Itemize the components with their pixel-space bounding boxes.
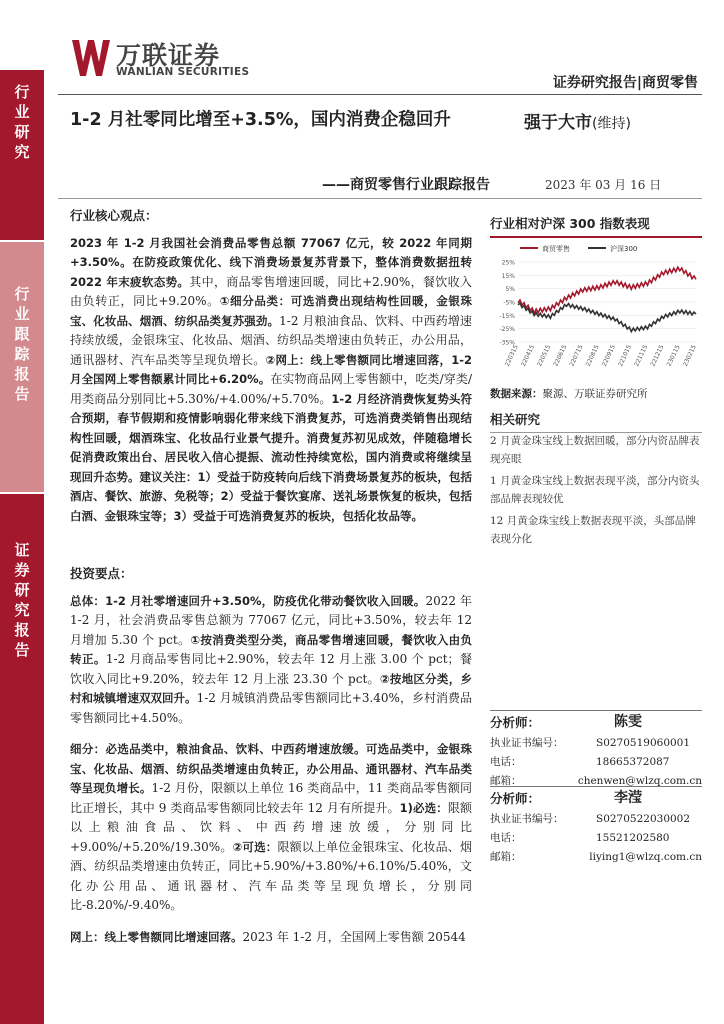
invest-text-6: 限额以上单位金银珠宝、化妆品、烟酒、纺织品类增速由负转正，同比+5.90%/+3.80%/+6.10%/5.40%，文化办公用品、通讯器材、汽车品类等呈现负增长，分别同比-8.20%/-9.40%。	[70, 839, 472, 912]
mail-label: 邮箱：	[490, 775, 522, 787]
report-subtitle: ——商贸零售行业跟踪报告	[322, 177, 490, 193]
x-tick-label: 220515	[536, 343, 553, 368]
investment-paragraph-3	[70, 928, 472, 948]
legend-label: 沪深300	[610, 245, 638, 253]
y-tick-label: -25%	[499, 326, 515, 334]
x-tick-label: 221115	[633, 343, 650, 368]
source-label: 数据来源：	[490, 388, 543, 400]
invest-text-7: 2023 年 1-2 月，全国网上零售额 20544	[242, 929, 466, 944]
core-text-2: 1-2 月粮油食品、饮料、中西药增速持续放缓，金银珠宝、化妆品、烟酒、纺织品类增速由负转正，办公用品，通讯器材、汽车品类等呈现负增长。	[70, 313, 473, 367]
investment-points-heading: 投资要点：	[70, 566, 133, 581]
core-bold-2: ①细分品类：可选消费出现结构性回暖，金银珠宝、化妆品、烟酒、纺织品类复苏强劲。	[70, 294, 472, 328]
analyst-card-1	[490, 710, 702, 791]
cert-number: S0270519060001	[596, 737, 691, 749]
chart-title: 行业相对沪深 300 指数表现	[490, 214, 702, 238]
chart-svg	[490, 238, 702, 380]
core-bold-3: ②网上：线上零售额同比增速回落，1-2 月全国网上零售额累计同比+6.20%。	[70, 352, 472, 386]
x-tick-label: 220615	[552, 343, 569, 368]
x-tick-label: 221015	[617, 343, 634, 368]
invest-bold-6: ②可选：	[232, 839, 278, 854]
sidebar-tag-tracking-report: 行业跟踪报告	[0, 242, 44, 492]
tel-label: 电话：	[490, 832, 522, 844]
analyst-card-2	[490, 786, 702, 867]
y-tick-label: 5%	[505, 286, 515, 294]
mail-address[interactable]: chenwen@wlzq.com.cn	[577, 775, 702, 787]
source-text: 聚源、万联证券研究所	[542, 388, 648, 400]
core-bold-1: 2023 年 1-2 月我国社会消费品零售总额 77067 亿元，较 2022 年同期+3.50%。在防疫政策优化、线下消费场景复苏背景下，整体消费数据扭转 2022 年末疲软态势。	[70, 235, 472, 289]
rating-note: (维持)	[592, 116, 631, 132]
mail-label: 邮箱：	[490, 851, 522, 863]
related-item[interactable]: 12 月黄金珠宝线上数据表现平淡，头部品牌表现分化	[490, 515, 696, 545]
x-tick-label: 221215	[649, 343, 666, 368]
invest-text-3: 1-2 月城镇消费品零售额同比+3.40%，乡村消费品零售额同比+4.50%。	[70, 691, 473, 725]
tel-label: 电话：	[490, 756, 522, 768]
invest-text-5: 限额以上粮油食品、饮料、中西药增速放缓，分别同比+9.00%/+5.20%/19.30%。	[70, 800, 472, 854]
logo-text-en: WANLIAN SECURITIES	[116, 66, 250, 78]
invest-bold-2: ①按消费类型分类，商品零售增速回暖，餐饮收入由负转正。	[70, 632, 473, 666]
header-divider	[58, 94, 702, 95]
core-view-heading: 行业核心观点：	[70, 208, 158, 223]
invest-bold-7: 网上：线上零售额同比增速回落。	[70, 929, 243, 944]
x-tick-label: 220715	[568, 343, 585, 368]
relative-performance-chart	[490, 238, 702, 380]
invest-text-4: 1-2 月份，限额以上单位 16 类商品中，11 类商品零售额同比正增长，其中 9 类商品零售额同比较去年 12 月有所提升。	[70, 781, 473, 815]
sidebar-tag-industry-research: 行业研究	[0, 70, 44, 240]
core-view-paragraph	[70, 234, 472, 527]
core-text-3: 在实物商品网上零售额中，吃类/穿类/用类商品分别同比+5.30%/+4.00%/+5.70%。	[70, 372, 473, 406]
x-tick-label: 220915	[600, 343, 617, 368]
invest-bold-3: ②按地区分类，乡村和城镇增速双双回升。	[70, 671, 472, 705]
related-item[interactable]: 1 月黄金珠宝线上数据表现平淡，部分内资头部品牌表现较优	[490, 475, 700, 505]
related-item[interactable]: 2 月黄金珠宝线上数据回暖，部分内资品牌表现亮眼	[490, 435, 700, 465]
sidebar-tag-securities-report: 证券研究报告	[0, 494, 44, 1024]
analyst-name: 李滢	[614, 790, 642, 806]
header-divider-2	[58, 198, 702, 199]
industry-rating	[524, 108, 631, 133]
tel-number: 15521202580	[596, 832, 670, 844]
cert-label: 执业证书编号：	[490, 737, 564, 749]
tel-number: 18665372087	[596, 756, 670, 768]
invest-text-1: 2022 年 1-2 月，社会消费品零售总额为 77067 亿元，同比+3.50%，较去年 12 月增加 5.30 个 pct。	[70, 593, 473, 647]
related-research-list	[490, 432, 702, 552]
x-tick-label: 230215	[681, 343, 698, 368]
series-line-1	[518, 267, 696, 313]
legend-label: 商贸零售	[542, 245, 570, 253]
rating-value: 强于大市	[524, 113, 592, 133]
analyst-label: 分析师：	[490, 715, 541, 730]
investment-paragraph-2	[70, 740, 472, 916]
x-tick-label: 230115	[665, 343, 682, 368]
cert-label: 执业证书编号：	[490, 813, 564, 825]
data-source	[490, 386, 702, 401]
invest-bold-5: 1)必选：	[399, 800, 448, 815]
x-tick-label: 220815	[584, 343, 601, 368]
y-tick-label: 15%	[501, 272, 515, 280]
mail-address[interactable]: liying1@wlzq.com.cn	[589, 851, 702, 863]
report-type: 证券研究报告|商贸零售	[552, 75, 698, 91]
core-bold-4: 1-2 月经济消费恢复势头符合预期，春节假期和疫情影响弱化带来线下消费复苏，可选消费类销售出现结构性回暖，烟酒珠宝、化妆品行业景气提升。消费复苏初见成效，伴随稳增长促消费政策出台、居民收入信心提振、流动性持续宽松，国内消费或将继续呈现回升态势。建议关注：1）受益于防疫转向后线下消费场景复苏的板块，包括酒店、餐饮、旅游、免税等；2）受益于餐饮宴席、送礼场景恢复的板块，包括白酒、金银珠宝等；3）受益于可选消费复苏的板块，包括化妆品等。	[70, 391, 472, 523]
y-tick-label: -5%	[503, 299, 515, 307]
logo-text-cn: 万联证券	[116, 41, 221, 70]
analyst-label: 分析师：	[490, 791, 541, 806]
investment-paragraph-1	[70, 592, 472, 729]
x-tick-label: 220315	[503, 343, 520, 368]
y-tick-label: -35%	[499, 339, 515, 347]
y-tick-label: 25%	[501, 259, 515, 267]
main-content	[70, 206, 472, 947]
wanlian-logo-icon	[70, 38, 112, 82]
report-date: 2023 年 03 月 16 日	[545, 178, 662, 192]
core-text-1: 其中，商品零售增速回暖，同比+2.90%，餐饮收入由负转正，同比+9.20%。	[70, 274, 472, 308]
invest-bold-1: 总体：1-2 月社零增速回升+3.50%，防疫优化带动餐饮收入回暖。	[70, 593, 426, 608]
analyst-name: 陈雯	[614, 714, 642, 730]
y-tick-label: -15%	[499, 312, 515, 320]
report-title: 1-2 月社零同比增至+3.5%，国内消费企稳回升	[70, 110, 451, 130]
related-research-heading: 相关研究	[490, 410, 702, 433]
x-tick-label: 220415	[519, 343, 536, 368]
cert-number: S0270522030002	[596, 813, 691, 825]
invest-text-2: 1-2 月商品零售同比+2.90%，较去年 12 月上涨 3.00 个 pct；餐饮收入同比+9.20%，较去年 12 月上涨 23.30 个 pct。	[70, 652, 472, 686]
invest-bold-4: 细分：必选品类中，粮油食品、饮料、中西药增速放缓。可选品类中，金银珠宝、化妆品、烟酒、纺织品类增速由负转正，办公用品、通讯器材、汽车品类等呈现负增长。	[70, 742, 472, 795]
